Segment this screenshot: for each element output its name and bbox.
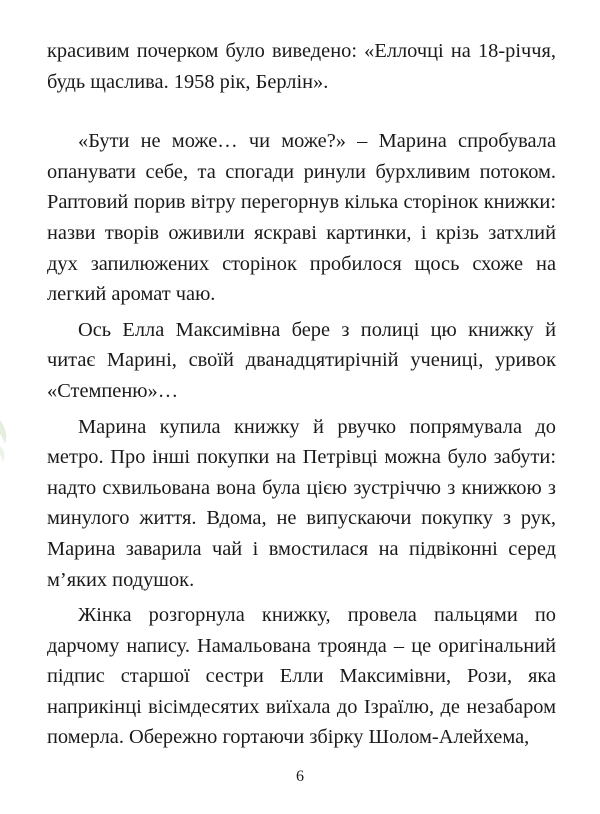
paragraph-5: Жінка розгорнула книжку, провела пальцями по дарчому напису. Намальована троянда – це оригінальний підпис старшої сестри Елли Максимівни, Рози, яка наприкінці вісімдесятих виїхала до Ізраїлю, де незабаром померла. Обережно гортаючи збірку Шолом-Алейхема, — [47, 604, 556, 749]
paragraph-3: Ось Елла Максимівна бере з полиці цю книжку й читає Марині, своїй дванадцятирічній учениці, уривок «Стемпеню»… — [47, 318, 556, 402]
paragraph-2: «Бути не може… чи може?» – Марина спробувала опанувати себе, та спогади ринули бурхливим потоком. Раптовий порив вітру перегорнув кілька сторінок книжки: назви творів оживили яскраві картинки, і крізь затхлий дух запилюжених сторінок пробилося щось схоже на легкий аромат чаю. — [47, 130, 556, 306]
page-text-block — [47, 36, 556, 753]
paragraph-1: красивим почерком було виведено: «Еллочці на 18-річчя, будь щаслива. 1958 рік, Берлін». — [47, 40, 556, 93]
page-number: 6 — [296, 768, 304, 785]
page-edge-leaf-decoration — [0, 400, 14, 480]
paragraph-4: Марина купила книжку й рвучко попрямувала до метро. Про інші покупки на Петрівці можна було забути: надто схвильована вона була цією зустріччю з книжкою з минулого життя. Вдома, не випускаючи покупку з рук, Марина заварила чай і вмостилася на підвіконні серед м’яких подушок. — [47, 415, 556, 591]
